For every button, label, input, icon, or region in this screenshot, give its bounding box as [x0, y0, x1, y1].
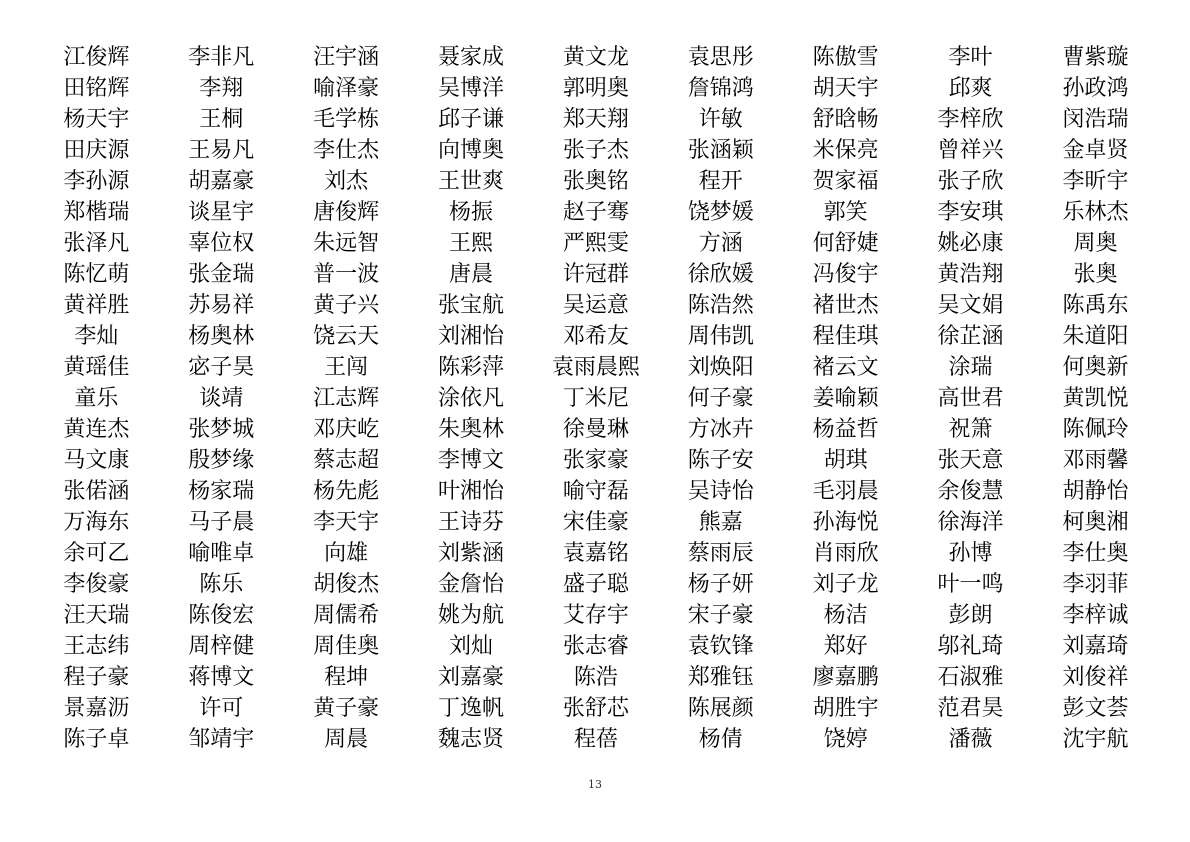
table-row	[34, 259, 1158, 290]
name-cell: 刘俊祥	[1062, 665, 1129, 690]
name-cell: 周梓健	[188, 634, 255, 659]
name-cell: 涂瑞	[948, 355, 993, 380]
name-cell: 田庆源	[63, 138, 130, 163]
name-cell: 宋佳豪	[562, 510, 629, 535]
table-row	[34, 724, 1158, 755]
name-cell: 万海东	[63, 510, 130, 535]
name-cell: 汪天瑞	[63, 603, 130, 628]
name-cell: 张奥铭	[562, 169, 629, 194]
name-cell: 程蓓	[573, 727, 618, 752]
name-cell: 陈子卓	[63, 727, 130, 752]
name-cell: 李梓诚	[1062, 603, 1129, 628]
name-cell: 陈浩然	[687, 293, 754, 318]
name-cell: 彭文荟	[1062, 696, 1129, 721]
name-cell: 喻泽豪	[313, 76, 380, 101]
name-cell: 杨益哲	[812, 417, 879, 442]
name-cell: 蔡志超	[313, 448, 380, 473]
name-cell: 饶梦媛	[687, 200, 754, 225]
name-cell: 邹靖宇	[188, 727, 255, 752]
name-cell: 柯奥湘	[1062, 510, 1129, 535]
name-cell: 张天意	[937, 448, 1004, 473]
name-cell: 袁嘉铭	[562, 541, 629, 566]
table-row	[34, 662, 1158, 693]
table-row	[34, 445, 1158, 476]
name-cell: 周伟凯	[687, 324, 754, 349]
name-cell: 邓雨馨	[1062, 448, 1129, 473]
table-row	[34, 538, 1158, 569]
name-cell: 吴诗怡	[687, 479, 754, 504]
name-cell: 程坤	[324, 665, 369, 690]
name-cell: 李非凡	[188, 45, 255, 70]
name-cell: 姚必康	[937, 231, 1004, 256]
name-cell: 余可乙	[63, 541, 130, 566]
name-cell: 黄子兴	[313, 293, 380, 318]
name-cell: 苏易祥	[188, 293, 255, 318]
name-cell: 朱远智	[313, 231, 380, 256]
name-cell: 袁思彤	[687, 45, 754, 70]
name-cell: 毛羽晨	[812, 479, 879, 504]
name-cell: 胡静怡	[1062, 479, 1129, 504]
name-cell: 程子豪	[63, 665, 130, 690]
table-row	[34, 135, 1158, 166]
name-cell: 李俊豪	[63, 572, 130, 597]
name-cell: 曹紫璇	[1062, 45, 1129, 70]
name-cell: 詹锦鸿	[687, 76, 754, 101]
name-cell: 袁钦锋	[687, 634, 754, 659]
name-cell: 涂依凡	[438, 386, 505, 411]
name-cell: 张子欣	[937, 169, 1004, 194]
names-table-body	[34, 42, 1158, 755]
name-cell: 王桐	[199, 107, 244, 132]
name-cell: 陈展颜	[687, 696, 754, 721]
name-cell: 宋子豪	[687, 603, 754, 628]
name-cell: 杨子妍	[687, 572, 754, 597]
name-cell: 李仕杰	[313, 138, 380, 163]
name-cell: 王闯	[324, 355, 369, 380]
name-cell: 姜喻颖	[812, 386, 879, 411]
name-cell: 蒋博文	[188, 665, 255, 690]
name-cell: 周晨	[324, 727, 369, 752]
name-cell: 朱奥林	[438, 417, 505, 442]
name-cell: 李昕宇	[1062, 169, 1129, 194]
name-cell: 乐林杰	[1062, 200, 1129, 225]
name-cell: 姚为航	[438, 603, 505, 628]
name-cell: 饶婷	[823, 727, 868, 752]
name-cell: 陈忆萌	[63, 262, 130, 287]
name-cell: 景嘉沥	[63, 696, 130, 721]
name-cell: 祝箫	[948, 417, 993, 442]
names-table	[34, 42, 1158, 755]
name-cell: 郑好	[823, 634, 868, 659]
name-cell: 郭明奥	[562, 76, 629, 101]
name-cell: 李灿	[74, 324, 119, 349]
name-cell: 江俊辉	[63, 45, 130, 70]
name-cell: 朱道阳	[1062, 324, 1129, 349]
name-cell: 刘嘉琦	[1062, 634, 1129, 659]
name-cell: 胡胜宇	[812, 696, 879, 721]
name-cell: 高世君	[937, 386, 1004, 411]
name-cell: 向博奥	[438, 138, 505, 163]
name-cell: 黄瑶佳	[63, 355, 130, 380]
name-cell: 范君昊	[937, 696, 1004, 721]
name-cell: 黄祥胜	[63, 293, 130, 318]
name-cell: 童乐	[74, 386, 119, 411]
name-cell: 许可	[199, 696, 244, 721]
name-cell: 廖嘉鹏	[812, 665, 879, 690]
name-cell: 周奥	[1073, 231, 1118, 256]
name-cell: 叶一鸣	[937, 572, 1004, 597]
name-cell: 张舒芯	[562, 696, 629, 721]
name-cell: 郭笑	[823, 200, 868, 225]
name-cell: 马文康	[63, 448, 130, 473]
name-cell: 张子杰	[562, 138, 629, 163]
name-cell: 张金瑞	[188, 262, 255, 287]
name-cell: 刘杰	[324, 169, 369, 194]
name-cell: 张宝航	[438, 293, 505, 318]
table-row	[34, 197, 1158, 228]
name-cell: 邱子谦	[438, 107, 505, 132]
name-cell: 叶湘怡	[438, 479, 505, 504]
name-cell: 刘子龙	[812, 572, 879, 597]
table-row	[34, 73, 1158, 104]
name-cell: 徐海洋	[937, 510, 1004, 535]
name-cell: 冯俊宇	[812, 262, 879, 287]
name-cell: 胡琪	[823, 448, 868, 473]
name-cell: 徐芷涵	[937, 324, 1004, 349]
name-cell: 郑雅钰	[687, 665, 754, 690]
name-cell: 黄子豪	[313, 696, 380, 721]
name-cell: 陈傲雪	[812, 45, 879, 70]
name-cell: 程开	[698, 169, 743, 194]
name-cell: 舒晗畅	[812, 107, 879, 132]
name-cell: 王诗芬	[438, 510, 505, 535]
name-cell: 魏志贤	[438, 727, 505, 752]
name-cell: 郑楷瑞	[63, 200, 130, 225]
name-cell: 丁米尼	[562, 386, 629, 411]
name-cell: 陈佩玲	[1062, 417, 1129, 442]
name-cell: 胡嘉豪	[188, 169, 255, 194]
name-cell: 刘湘怡	[438, 324, 505, 349]
name-cell: 吴运意	[562, 293, 629, 318]
name-cell: 李仕奥	[1062, 541, 1129, 566]
table-row	[34, 414, 1158, 445]
name-cell: 褚世杰	[812, 293, 879, 318]
table-row	[34, 104, 1158, 135]
table-row	[34, 693, 1158, 724]
name-cell: 石淑雅	[937, 665, 1004, 690]
name-cell: 邬礼琦	[937, 634, 1004, 659]
table-row	[34, 290, 1158, 321]
name-cell: 饶云天	[313, 324, 380, 349]
name-cell: 张梦城	[188, 417, 255, 442]
name-cell: 吴文娟	[937, 293, 1004, 318]
name-cell: 何奥新	[1062, 355, 1129, 380]
name-cell: 聂家成	[438, 45, 505, 70]
name-cell: 陈禹东	[1062, 293, 1129, 318]
name-cell: 许敏	[698, 107, 743, 132]
table-row	[34, 228, 1158, 259]
name-cell: 胡天宇	[812, 76, 879, 101]
name-cell: 张奥	[1073, 262, 1118, 287]
name-cell: 江志辉	[313, 386, 380, 411]
name-cell: 陈乐	[199, 572, 244, 597]
name-cell: 王世爽	[438, 169, 505, 194]
page-number: 13	[588, 778, 602, 791]
table-row	[34, 507, 1158, 538]
name-cell: 李梓欣	[937, 107, 1004, 132]
name-cell: 李天宇	[313, 510, 380, 535]
name-cell: 杨振	[449, 200, 494, 225]
name-cell: 唐晨	[449, 262, 494, 287]
name-cell: 金詹怡	[438, 572, 505, 597]
name-cell: 杨倩	[698, 727, 743, 752]
name-cell: 米保亮	[812, 138, 879, 163]
name-cell: 汪宇涵	[313, 45, 380, 70]
name-cell: 王易凡	[188, 138, 255, 163]
name-cell: 刘紫涵	[438, 541, 505, 566]
name-cell: 杨天宇	[63, 107, 130, 132]
name-cell: 周佳奥	[313, 634, 380, 659]
table-row	[34, 166, 1158, 197]
name-cell: 杨家瑞	[188, 479, 255, 504]
name-cell: 李孙源	[63, 169, 130, 194]
name-cell: 孙博	[948, 541, 993, 566]
name-cell: 徐欣媛	[687, 262, 754, 287]
name-cell: 李羽菲	[1062, 572, 1129, 597]
name-cell: 陈彩萍	[438, 355, 505, 380]
table-row	[34, 631, 1158, 662]
name-cell: 闵浩瑞	[1062, 107, 1129, 132]
name-cell: 邓希友	[562, 324, 629, 349]
name-cell: 喻唯卓	[188, 541, 255, 566]
name-cell: 杨先彪	[313, 479, 380, 504]
name-cell: 肖雨欣	[812, 541, 879, 566]
name-cell: 方冰卉	[687, 417, 754, 442]
name-cell: 孙海悦	[812, 510, 879, 535]
table-row	[34, 600, 1158, 631]
name-cell: 刘灿	[449, 634, 494, 659]
name-cell: 李安琪	[937, 200, 1004, 225]
name-cell: 余俊慧	[937, 479, 1004, 504]
name-cell: 何舒婕	[812, 231, 879, 256]
name-cell: 李翔	[199, 76, 244, 101]
name-cell: 王熙	[449, 231, 494, 256]
name-cell: 金卓贤	[1062, 138, 1129, 163]
name-cell: 辜位权	[188, 231, 255, 256]
name-cell: 陈浩	[573, 665, 618, 690]
name-cell: 郑天翔	[562, 107, 629, 132]
name-cell: 刘嘉豪	[438, 665, 505, 690]
table-row	[34, 352, 1158, 383]
name-cell: 张家豪	[562, 448, 629, 473]
name-cell: 曾祥兴	[937, 138, 1004, 163]
name-cell: 熊嘉	[698, 510, 743, 535]
name-cell: 邱爽	[948, 76, 993, 101]
name-cell: 程佳琪	[812, 324, 879, 349]
name-cell: 褚云文	[812, 355, 879, 380]
name-cell: 许冠群	[562, 262, 629, 287]
name-cell: 王志纬	[63, 634, 130, 659]
name-cell: 何子豪	[687, 386, 754, 411]
name-cell: 李博文	[438, 448, 505, 473]
name-cell: 张志睿	[562, 634, 629, 659]
name-cell: 杨奥林	[188, 324, 255, 349]
name-cell: 陈俊宏	[188, 603, 255, 628]
name-cell: 黄凯悦	[1062, 386, 1129, 411]
name-cell: 谈星宇	[188, 200, 255, 225]
name-cell: 张泽凡	[63, 231, 130, 256]
name-cell: 吴博洋	[438, 76, 505, 101]
name-cell: 赵子骞	[562, 200, 629, 225]
name-cell: 唐俊辉	[313, 200, 380, 225]
name-cell: 毛学栋	[313, 107, 380, 132]
table-row	[34, 321, 1158, 352]
table-row	[34, 476, 1158, 507]
name-cell: 蔡雨辰	[687, 541, 754, 566]
name-cell: 艾存宇	[562, 603, 629, 628]
name-cell: 普一波	[313, 262, 380, 287]
name-cell: 杨洁	[823, 603, 868, 628]
name-cell: 殷梦缘	[188, 448, 255, 473]
name-cell: 胡俊杰	[313, 572, 380, 597]
name-cell: 袁雨晨熙	[551, 355, 640, 380]
name-cell: 宓子昊	[188, 355, 255, 380]
name-cell: 贺家福	[812, 169, 879, 194]
name-cell: 张涵颖	[687, 138, 754, 163]
name-cell: 谈靖	[199, 386, 244, 411]
name-cell: 黄文龙	[562, 45, 629, 70]
table-row	[34, 383, 1158, 414]
name-cell: 方涵	[698, 231, 743, 256]
name-cell: 严熙雯	[562, 231, 629, 256]
table-row	[34, 569, 1158, 600]
name-cell: 孙政鸿	[1062, 76, 1129, 101]
name-cell: 李叶	[948, 45, 993, 70]
name-cell: 刘焕阳	[687, 355, 754, 380]
name-cell: 马子晨	[188, 510, 255, 535]
name-cell: 黄连杰	[63, 417, 130, 442]
name-cell: 邓庆屹	[313, 417, 380, 442]
name-cell: 周儒希	[313, 603, 380, 628]
name-cell: 彭朗	[948, 603, 993, 628]
name-cell: 张偌涵	[63, 479, 130, 504]
name-cell: 喻守磊	[562, 479, 629, 504]
name-cell: 丁逸帆	[438, 696, 505, 721]
name-cell: 田铭辉	[63, 76, 130, 101]
table-row	[34, 42, 1158, 73]
name-cell: 盛子聪	[562, 572, 629, 597]
name-cell: 潘薇	[948, 727, 993, 752]
name-cell: 沈宇航	[1062, 727, 1129, 752]
name-cell: 黄浩翔	[937, 262, 1004, 287]
name-cell: 徐曼琳	[562, 417, 629, 442]
name-cell: 陈子安	[687, 448, 754, 473]
name-cell: 向雄	[324, 541, 369, 566]
